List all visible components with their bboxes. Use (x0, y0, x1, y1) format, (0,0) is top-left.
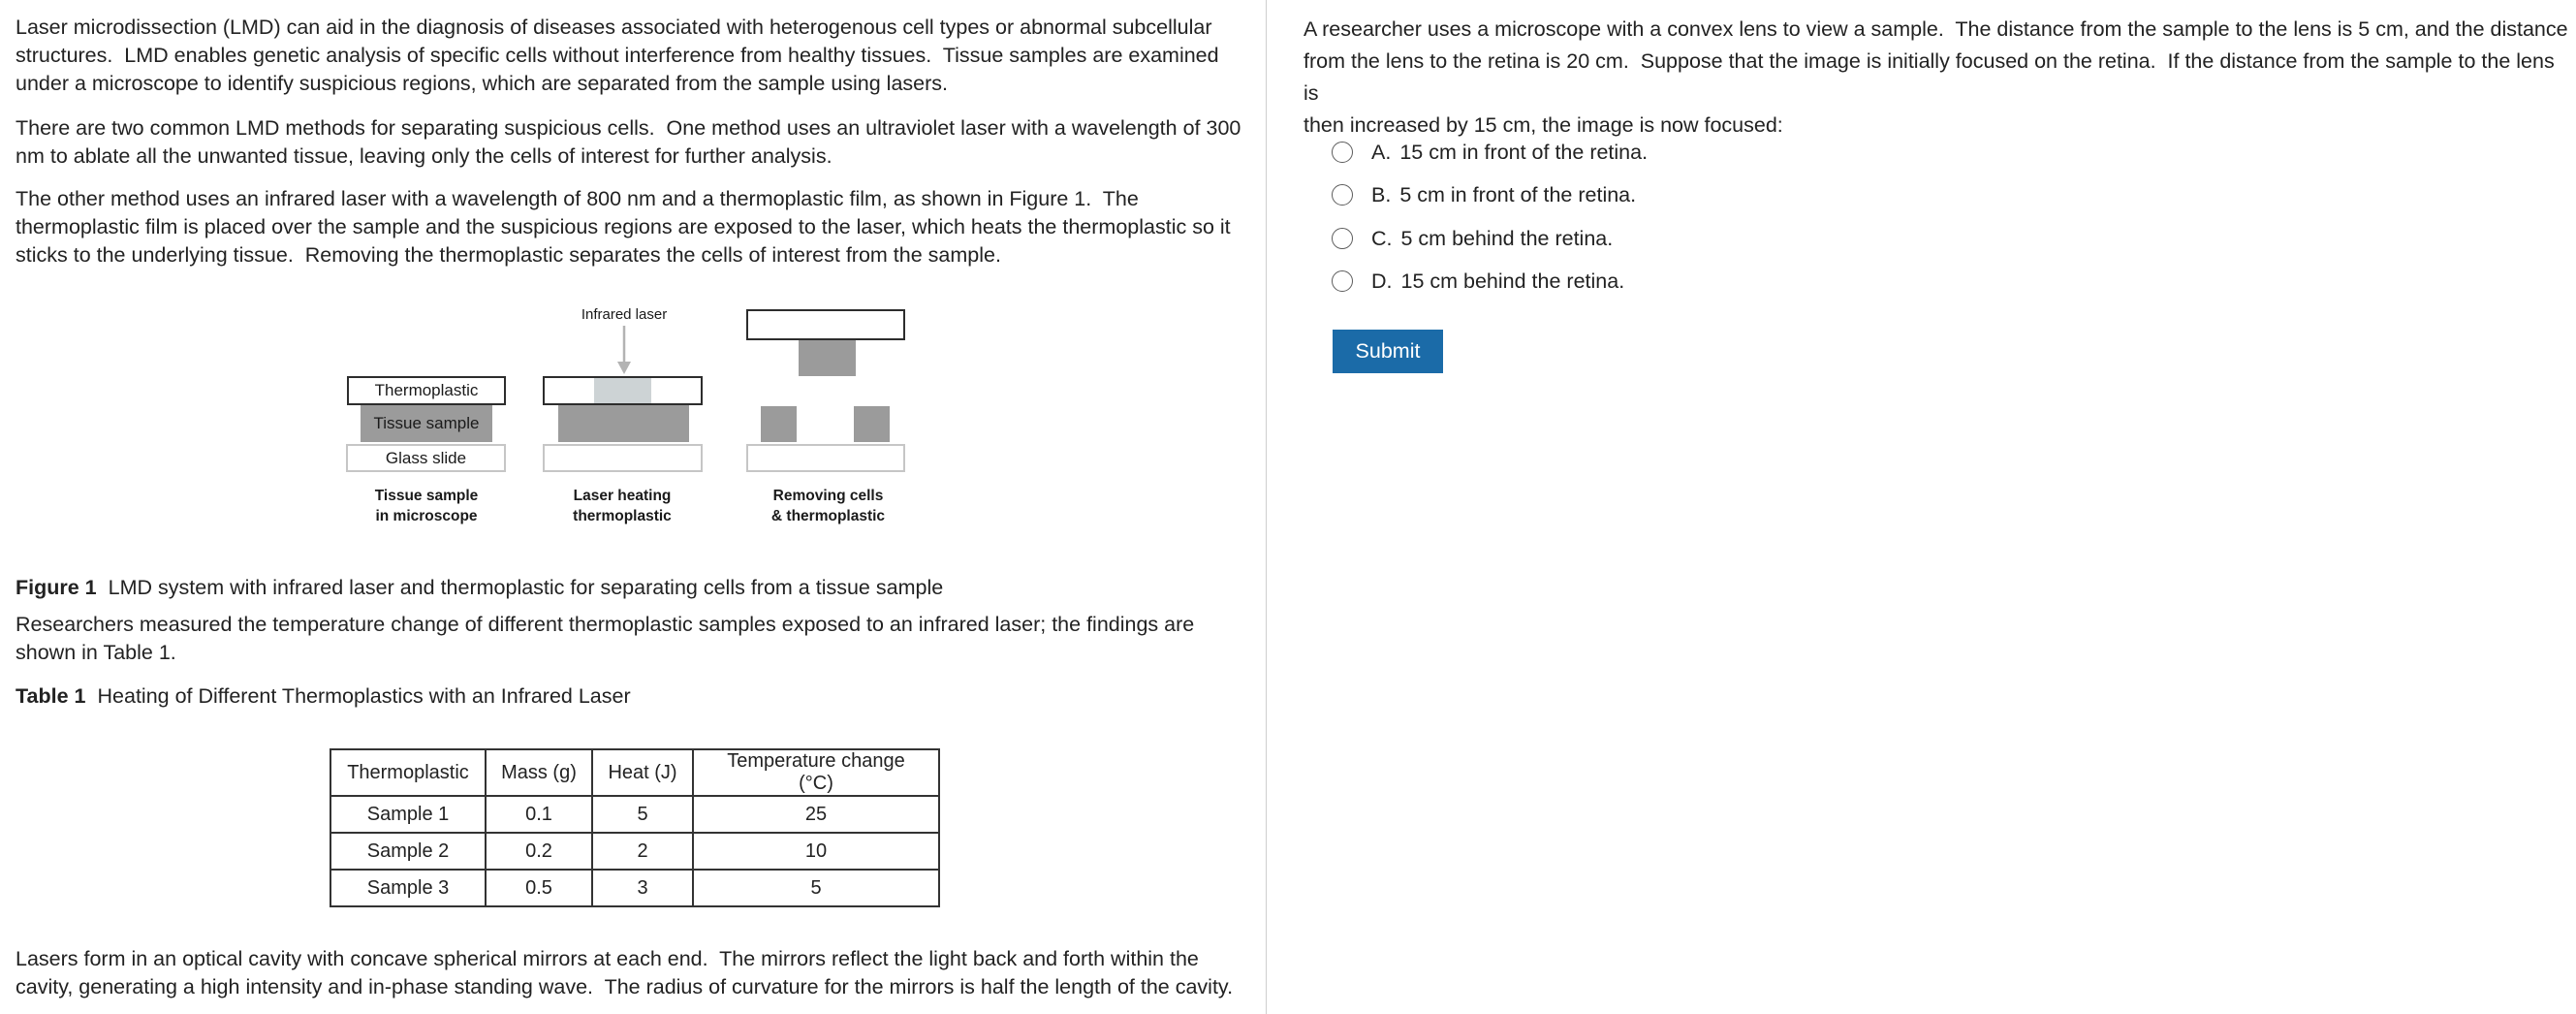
stage1-tissue-sample-box (361, 405, 492, 442)
option-b-letter: B. (1371, 182, 1392, 206)
stage3-glass-slide-box (746, 444, 905, 472)
figure-1-diagram (0, 0, 1266, 543)
option-b-radio[interactable] (1332, 184, 1353, 206)
figure-caption-label: Figure 1 (16, 576, 97, 599)
stage2-thermoplastic-box (543, 376, 703, 405)
researchers-paragraph: Researchers measured the temperature change of different thermoplastic samples exposed to an infrared laser; the findings are shown in Table 1. (16, 613, 1195, 664)
stage3-left-tissue-box (761, 406, 797, 442)
option-b-text: 5 cm in front of the retina. (1399, 182, 1637, 206)
passage-paragraph-2: There are two common LMD methods for separating suspicious cells. One method uses an ultraviolet laser with a wavelength of 300 nm to ablate all the unwanted tissue, leaving only the cells of interest for further analysis. (16, 116, 1241, 168)
table-row: Sample 2 0.2 2 10 (330, 833, 939, 870)
table-title-label: Table 1 (16, 684, 86, 708)
stage3-thermoplastic-box (746, 309, 905, 340)
answer-option-d[interactable] (1332, 269, 1624, 293)
stage1-caption: Tissue sample in microscope (374, 488, 479, 524)
table-row: Sample 1 0.1 5 25 (330, 796, 939, 833)
col-header-temp-change: Temperature change (°C) (693, 749, 939, 796)
glass-slide-label: Glass slide (385, 449, 467, 467)
submit-button[interactable]: Submit (1333, 330, 1443, 373)
heated-region (594, 378, 651, 403)
stage3-caption: Removing cells & thermoplastic (770, 488, 886, 524)
table-title (16, 682, 1258, 711)
table-row: Sample 3 0.5 3 5 (330, 870, 939, 906)
tissue-sample-label: Tissue sample (373, 414, 480, 432)
question-panel (1267, 0, 2576, 1014)
question-stem: A researcher uses a microscope with a convex lens to view a sample. The distance from the sample to the lens is 5 cm, and the distance from the lens to the retina is 20 cm. Suppose that the image is initially focused on the retina. If the distance from the sample to the lens is then increased by 15 cm, the image is now focused: (1304, 17, 2568, 137)
col-header-thermoplastic: Thermoplastic (330, 749, 486, 796)
figure-caption (16, 574, 1258, 602)
table-title-text: Heating of Different Thermoplastics with an Infrared Laser (97, 684, 631, 708)
answer-option-b[interactable] (1332, 183, 1636, 206)
option-c-radio[interactable] (1332, 228, 1353, 249)
stage2-tissue-sample-box (558, 405, 689, 442)
option-a-letter: A. (1371, 140, 1392, 164)
stage1-thermoplastic-box (347, 376, 506, 405)
option-a-radio[interactable] (1332, 142, 1353, 163)
table-header-row (330, 749, 939, 796)
col-header-heat: Heat (J) (592, 749, 693, 796)
stage3-removed-cells-box (799, 340, 856, 376)
option-a-text: 15 cm in front of the retina. (1399, 140, 1649, 164)
stage1-glass-slide-box (346, 444, 506, 472)
stage3-right-tissue-box (854, 406, 890, 442)
passage-paragraph-3: The other method uses an infrared laser with a wavelength of 800 nm and a thermoplastic film, as shown in Figure 1. The thermoplastic film is placed over the sample and the suspicious regions are exposed to the laser, which heats the thermoplastic so it sticks to the underlying tissue. Removing the thermoplastic separates the cells of interest from the sample. (16, 187, 1231, 267)
infrared-laser-label: Infrared laser (581, 306, 668, 323)
closing-paragraph: Lasers form in an optical cavity with concave spherical mirrors at each end. The mirrors reflect the light back and forth within the cavity, generating a high intensity and in-phase standing wave. The radius of curvature for the mirrors is half the length of the cavity. (16, 947, 1234, 998)
thermoplastic-label: Thermoplastic (374, 381, 479, 399)
laser-arrow-icon (616, 326, 632, 374)
answer-option-a[interactable] (1332, 141, 1648, 164)
answer-option-c[interactable] (1332, 227, 1613, 250)
option-d-letter: D. (1371, 269, 1393, 293)
option-c-text: 5 cm behind the retina. (1400, 226, 1614, 250)
option-c-letter: C. (1371, 226, 1393, 250)
passage-panel (0, 0, 1267, 1014)
option-d-radio[interactable] (1332, 270, 1353, 292)
passage-paragraph-1: Laser microdissection (LMD) can aid in the diagnosis of diseases associated with heterogenous cell types or abnormal subcellular structures. LMD enables genetic analysis of specific cells without interference from healthy tissues. Tissue samples are examined under a microscope to identify suspicious regions, which are separated from the sample using lasers. (16, 16, 1219, 95)
table-1 (330, 748, 940, 907)
col-header-mass: Mass (g) (486, 749, 592, 796)
stage2-glass-slide-box (543, 444, 703, 472)
figure-caption-text: LMD system with infrared laser and thermoplastic for separating cells from a tissue sample (108, 576, 944, 599)
stage2-caption: Laser heating thermoplastic (573, 488, 672, 524)
option-d-text: 15 cm behind the retina. (1400, 269, 1625, 293)
